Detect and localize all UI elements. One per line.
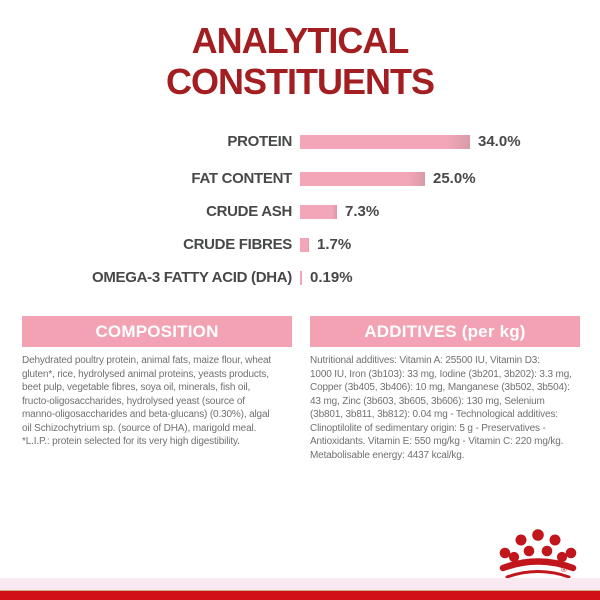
chart-row bbox=[0, 134, 600, 149]
footer-pale-band bbox=[0, 578, 600, 590]
page-title bbox=[0, 20, 600, 102]
text-line: (3b801, 3b811, 3b812): 0.04 mg - Technological additives: bbox=[310, 409, 558, 420]
bar bbox=[300, 172, 425, 186]
text-line: oil Schizochytrium sp. (source of DHA), marigold meal. bbox=[22, 422, 257, 434]
page-title-line2: CONSTITUENTS bbox=[165, 61, 434, 102]
composition-text bbox=[22, 354, 298, 449]
bar-label: CRUDE ASH bbox=[206, 203, 292, 220]
bar-label: FAT CONTENT bbox=[191, 170, 292, 187]
bar bbox=[300, 135, 470, 149]
text-line: manno-oligosaccharides and beta-glucans) (0.30%), algal bbox=[22, 409, 270, 420]
bar-value: 34.0% bbox=[478, 133, 521, 150]
footer-red-stripe bbox=[0, 590, 600, 600]
bar-label: CRUDE FIBRES bbox=[183, 236, 292, 253]
registered-trademark-mark: ® bbox=[561, 565, 567, 574]
text-line: Metabolisable energy: 4437 kcal/kg. bbox=[310, 449, 465, 461]
text-line: Nutritional additives: Vitamin A: 25500 IU, Vitamin D3: bbox=[310, 355, 540, 366]
constituents-bar-chart bbox=[0, 134, 600, 294]
additives-header: ADDITIVES (per kg) bbox=[310, 316, 580, 347]
page-title-line1: ANALYTICAL bbox=[191, 20, 409, 61]
chart-row bbox=[0, 171, 600, 186]
text-line: Clinoptilolite of sedimentary origin: 5 g - Preservatives - bbox=[310, 422, 546, 434]
additives-text bbox=[310, 354, 592, 462]
text-line: gluten*, rice, hydrolysed animal proteins, yeasts products, bbox=[22, 368, 269, 380]
bar-value: 0.19% bbox=[310, 269, 353, 286]
bar-value: 7.3% bbox=[345, 203, 380, 220]
chart-row bbox=[0, 270, 600, 285]
text-line: 1000 IU, Iron (3b103): 33 mg, Iodine (3b201, 3b202): 3.3 mg, bbox=[310, 368, 572, 380]
text-line: beet pulp, vegetable fibres, soya oil, minerals, fish oil, bbox=[22, 382, 251, 393]
bar-value: 25.0% bbox=[433, 170, 476, 187]
text-line: Copper (3b405, 3b406): 10 mg, Manganese (3b502, 3b504): bbox=[310, 382, 570, 393]
text-line: 43 mg, Zinc (3b603, 3b605, 3b606): 130 mg, Selenium bbox=[310, 395, 545, 407]
bar bbox=[300, 205, 337, 219]
text-line: fructo-oligosaccharides, hydrolysed yeast (source of bbox=[22, 395, 245, 407]
chart-row bbox=[0, 204, 600, 219]
chart-row bbox=[0, 237, 600, 252]
bar-label: PROTEIN bbox=[227, 133, 292, 150]
bar bbox=[300, 271, 302, 285]
text-line: Antioxidants. Vitamin E: 550 mg/kg - Vitamin C: 220 mg/kg. bbox=[310, 436, 564, 447]
bar-value: 1.7% bbox=[317, 236, 352, 253]
bar-label: OMEGA-3 FATTY ACID (DHA) bbox=[91, 269, 292, 286]
bar bbox=[300, 238, 309, 252]
text-line: *L.I.P.: protein selected for its very high digestibility. bbox=[22, 436, 240, 447]
text-line: Dehydrated poultry protein, animal fats, maize flour, wheat bbox=[22, 355, 272, 366]
composition-header: COMPOSITION bbox=[22, 316, 292, 347]
